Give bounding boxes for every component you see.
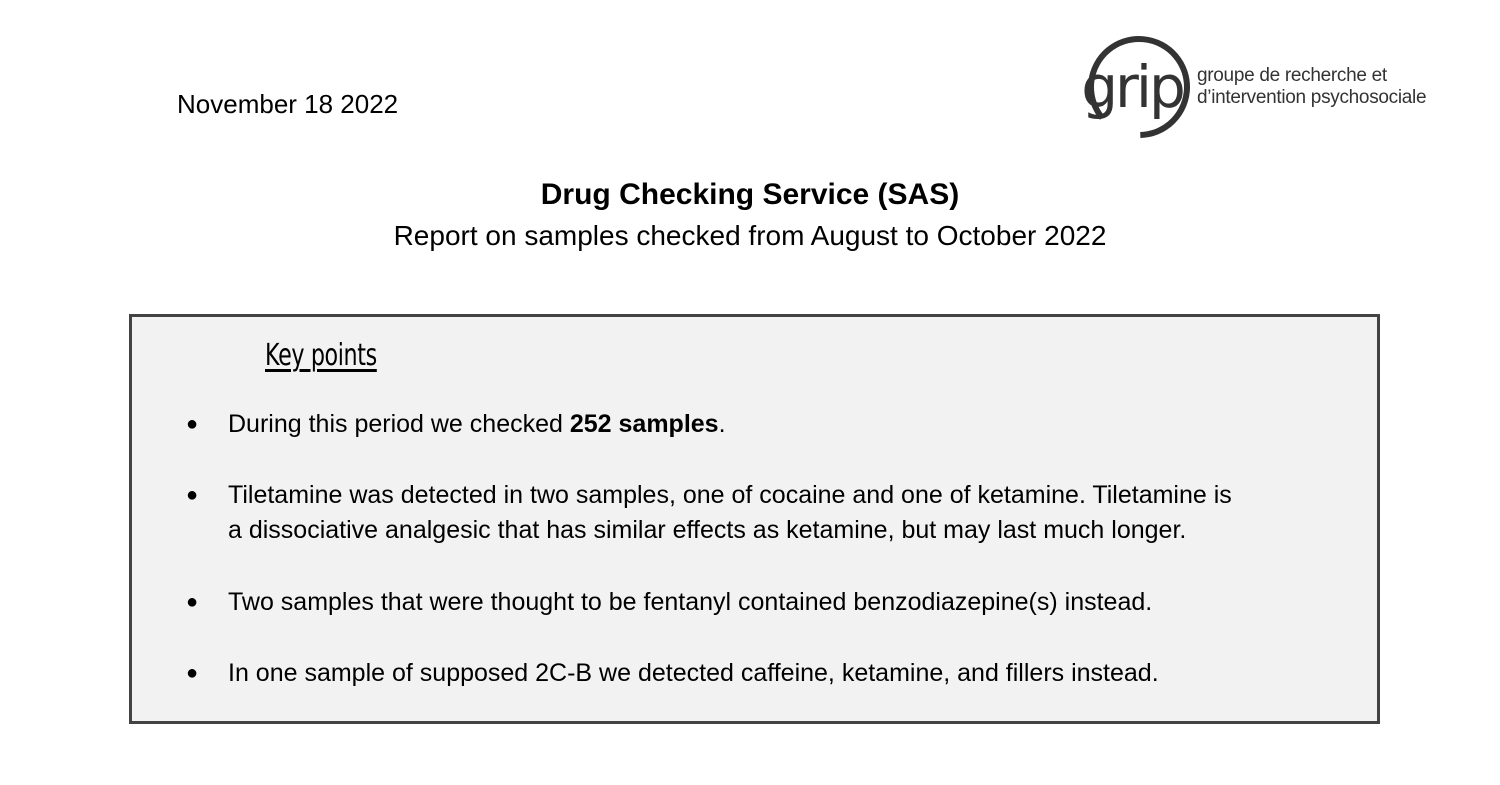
report-title: Drug Checking Service (SAS)	[540, 178, 960, 211]
report-subtitle: Report on samples checked from August to October 2022	[393, 220, 1107, 251]
key-points-heading: Key points	[265, 338, 377, 373]
bullet-icon: ●	[186, 484, 199, 506]
grip-wordmark: grip	[1081, 53, 1183, 121]
grip-logo-mark	[1080, 34, 1192, 140]
grip-logo	[1080, 34, 1440, 140]
logo-tagline-line-2: d’intervention psychosociale	[1197, 87, 1427, 108]
logo-tagline-line-1: groupe de recherche et	[1197, 65, 1387, 86]
key-point-line: Tiletamine was detected in two samples, one of cocaine and one of ketamine. Tiletamine is	[228, 481, 1232, 509]
logo-tagline	[1197, 65, 1426, 109]
key-points-box	[129, 314, 1380, 724]
key-point-text: Two samples that were thought to be fentanyl contained benzodiazepine(s) instead.	[228, 588, 1153, 616]
key-point-text: During this period we checked	[228, 410, 570, 438]
bullet-icon: ●	[186, 591, 199, 613]
key-point-item	[186, 407, 1323, 442]
key-point-item	[186, 656, 1323, 691]
key-point-item	[186, 585, 1323, 620]
key-point-item	[186, 478, 1323, 548]
key-point-line: a dissociative analgesic that has similar effects as ketamine, but may last much longer.	[228, 516, 1187, 544]
key-point-emphasis: 252 samples	[569, 410, 719, 438]
key-point-text: In one sample of supposed 2C-B we detected caffeine, ketamine, and fillers instead.	[228, 659, 1159, 687]
date: November 18 2022	[177, 89, 399, 119]
bullet-icon: ●	[186, 662, 199, 684]
bullet-icon: ●	[186, 413, 199, 435]
key-point-text-end: .	[718, 410, 726, 438]
